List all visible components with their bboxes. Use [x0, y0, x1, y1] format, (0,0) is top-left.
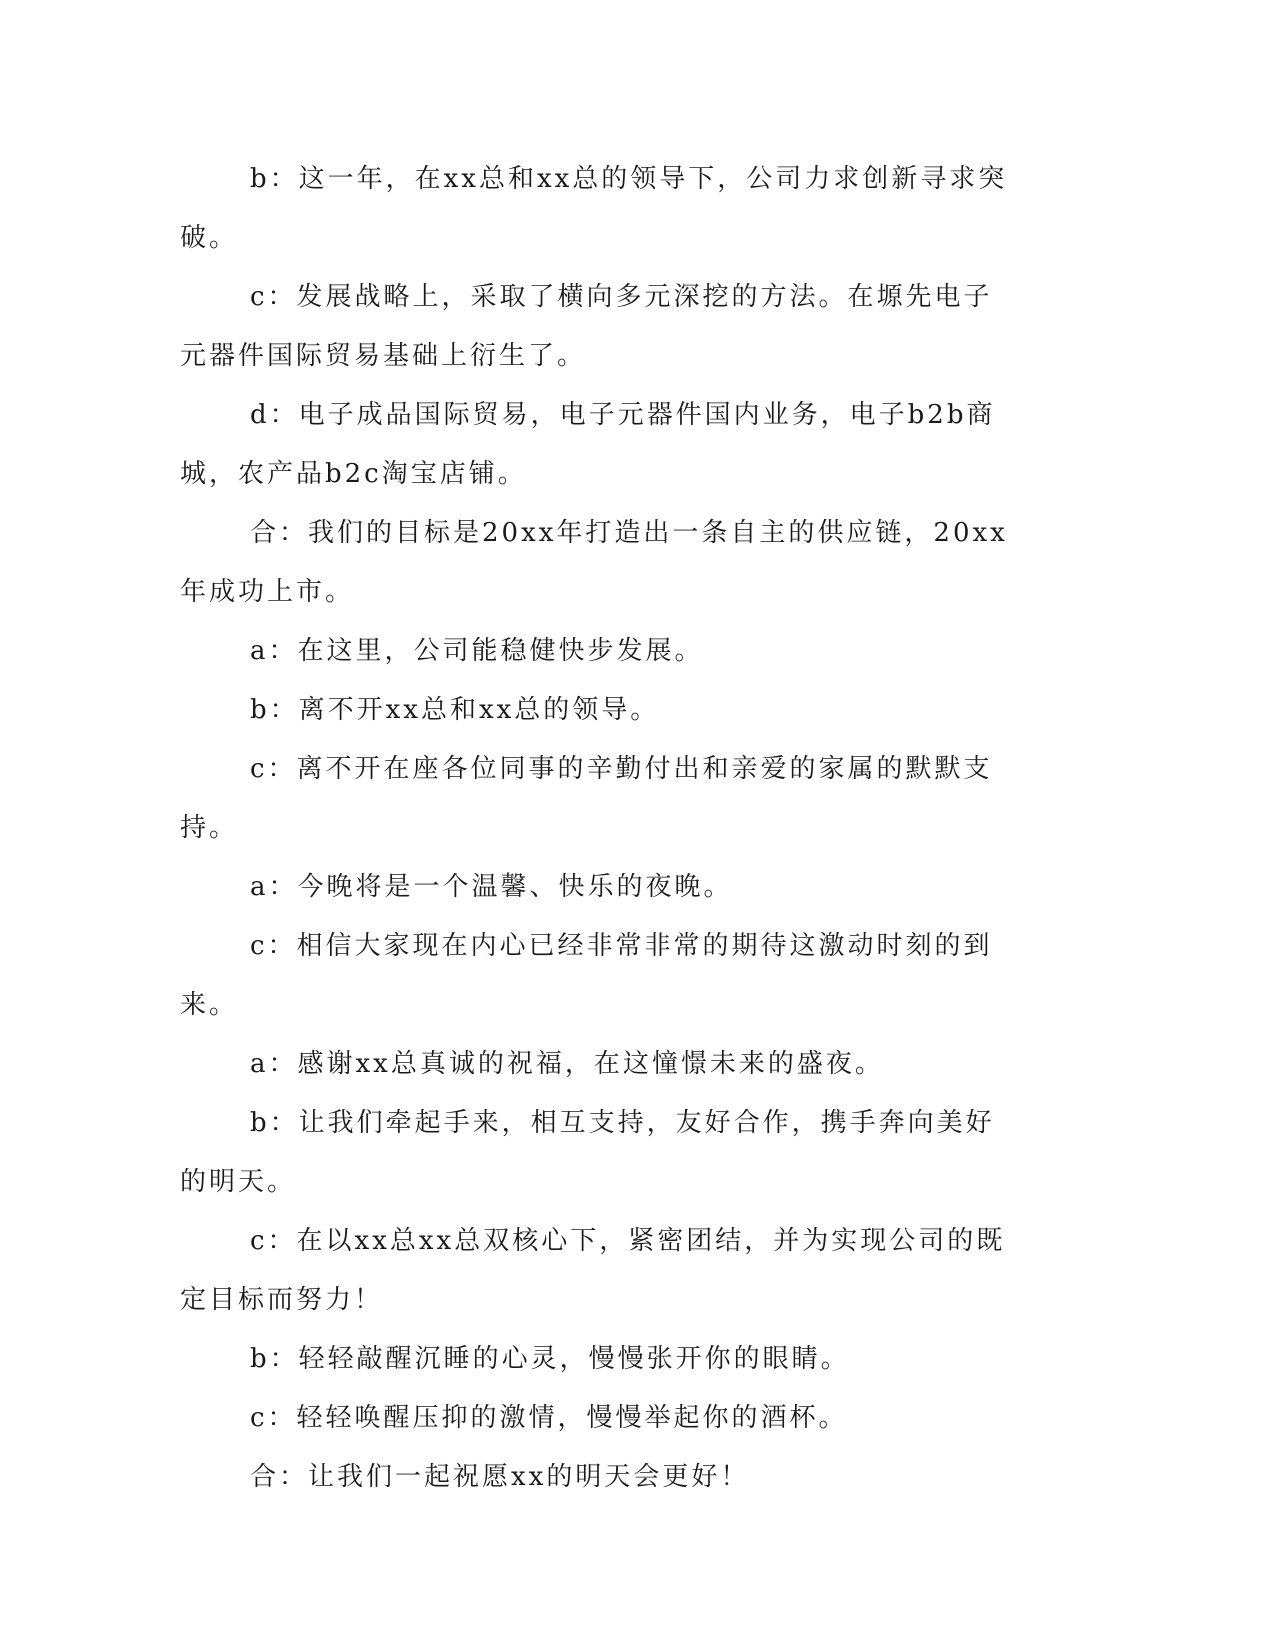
paragraph: a：今晚将是一个温馨、快乐的夜晚。	[250, 872, 733, 902]
paragraph: c：在以xx总xx总双核心下，紧密团结，并为实现公司的既定目标而努力！	[180, 1226, 1006, 1315]
document-body	[180, 150, 1020, 1507]
paragraph: 合：我们的目标是20xx年打造出一条自主的供应链，20xx年成功上市。	[180, 518, 1008, 607]
paragraph: b：离不开xx总和xx总的领导。	[250, 695, 660, 725]
paragraph: d：电子成品国际贸易，电子元器件国内业务，电子b2b商城，农产品b2c淘宝店铺。	[180, 400, 996, 489]
paragraph: 合：让我们一起祝愿xx的明天会更好！	[250, 1462, 750, 1492]
paragraph: c：离不开在座各位同事的辛勤付出和亲爱的家属的默默支持。	[180, 754, 993, 843]
paragraph: a：在这里，公司能稳健快步发展。	[250, 636, 704, 666]
paragraph: b：轻轻敲醒沉睡的心灵，慢慢张开你的眼睛。	[250, 1344, 850, 1374]
paragraph: c：轻轻唤醒压抑的激情，慢慢举起你的酒杯。	[250, 1403, 848, 1433]
paragraph: a：感谢xx总真诚的祝福，在这憧憬未来的盛夜。	[250, 1049, 884, 1079]
paragraph: c：相信大家现在内心已经非常非常的期待这激动时刻的到来。	[180, 931, 993, 1020]
paragraph: b：让我们牵起手来，相互支持，友好合作，携手奔向美好的明天。	[180, 1108, 995, 1197]
paragraph: c：发展战略上，采取了横向多元深挖的方法。在塬先电子元器件国际贸易基础上衍生了。	[180, 282, 993, 371]
paragraph: b：这一年，在xx总和xx总的领导下，公司力求创新寻求突破。	[180, 164, 1008, 253]
